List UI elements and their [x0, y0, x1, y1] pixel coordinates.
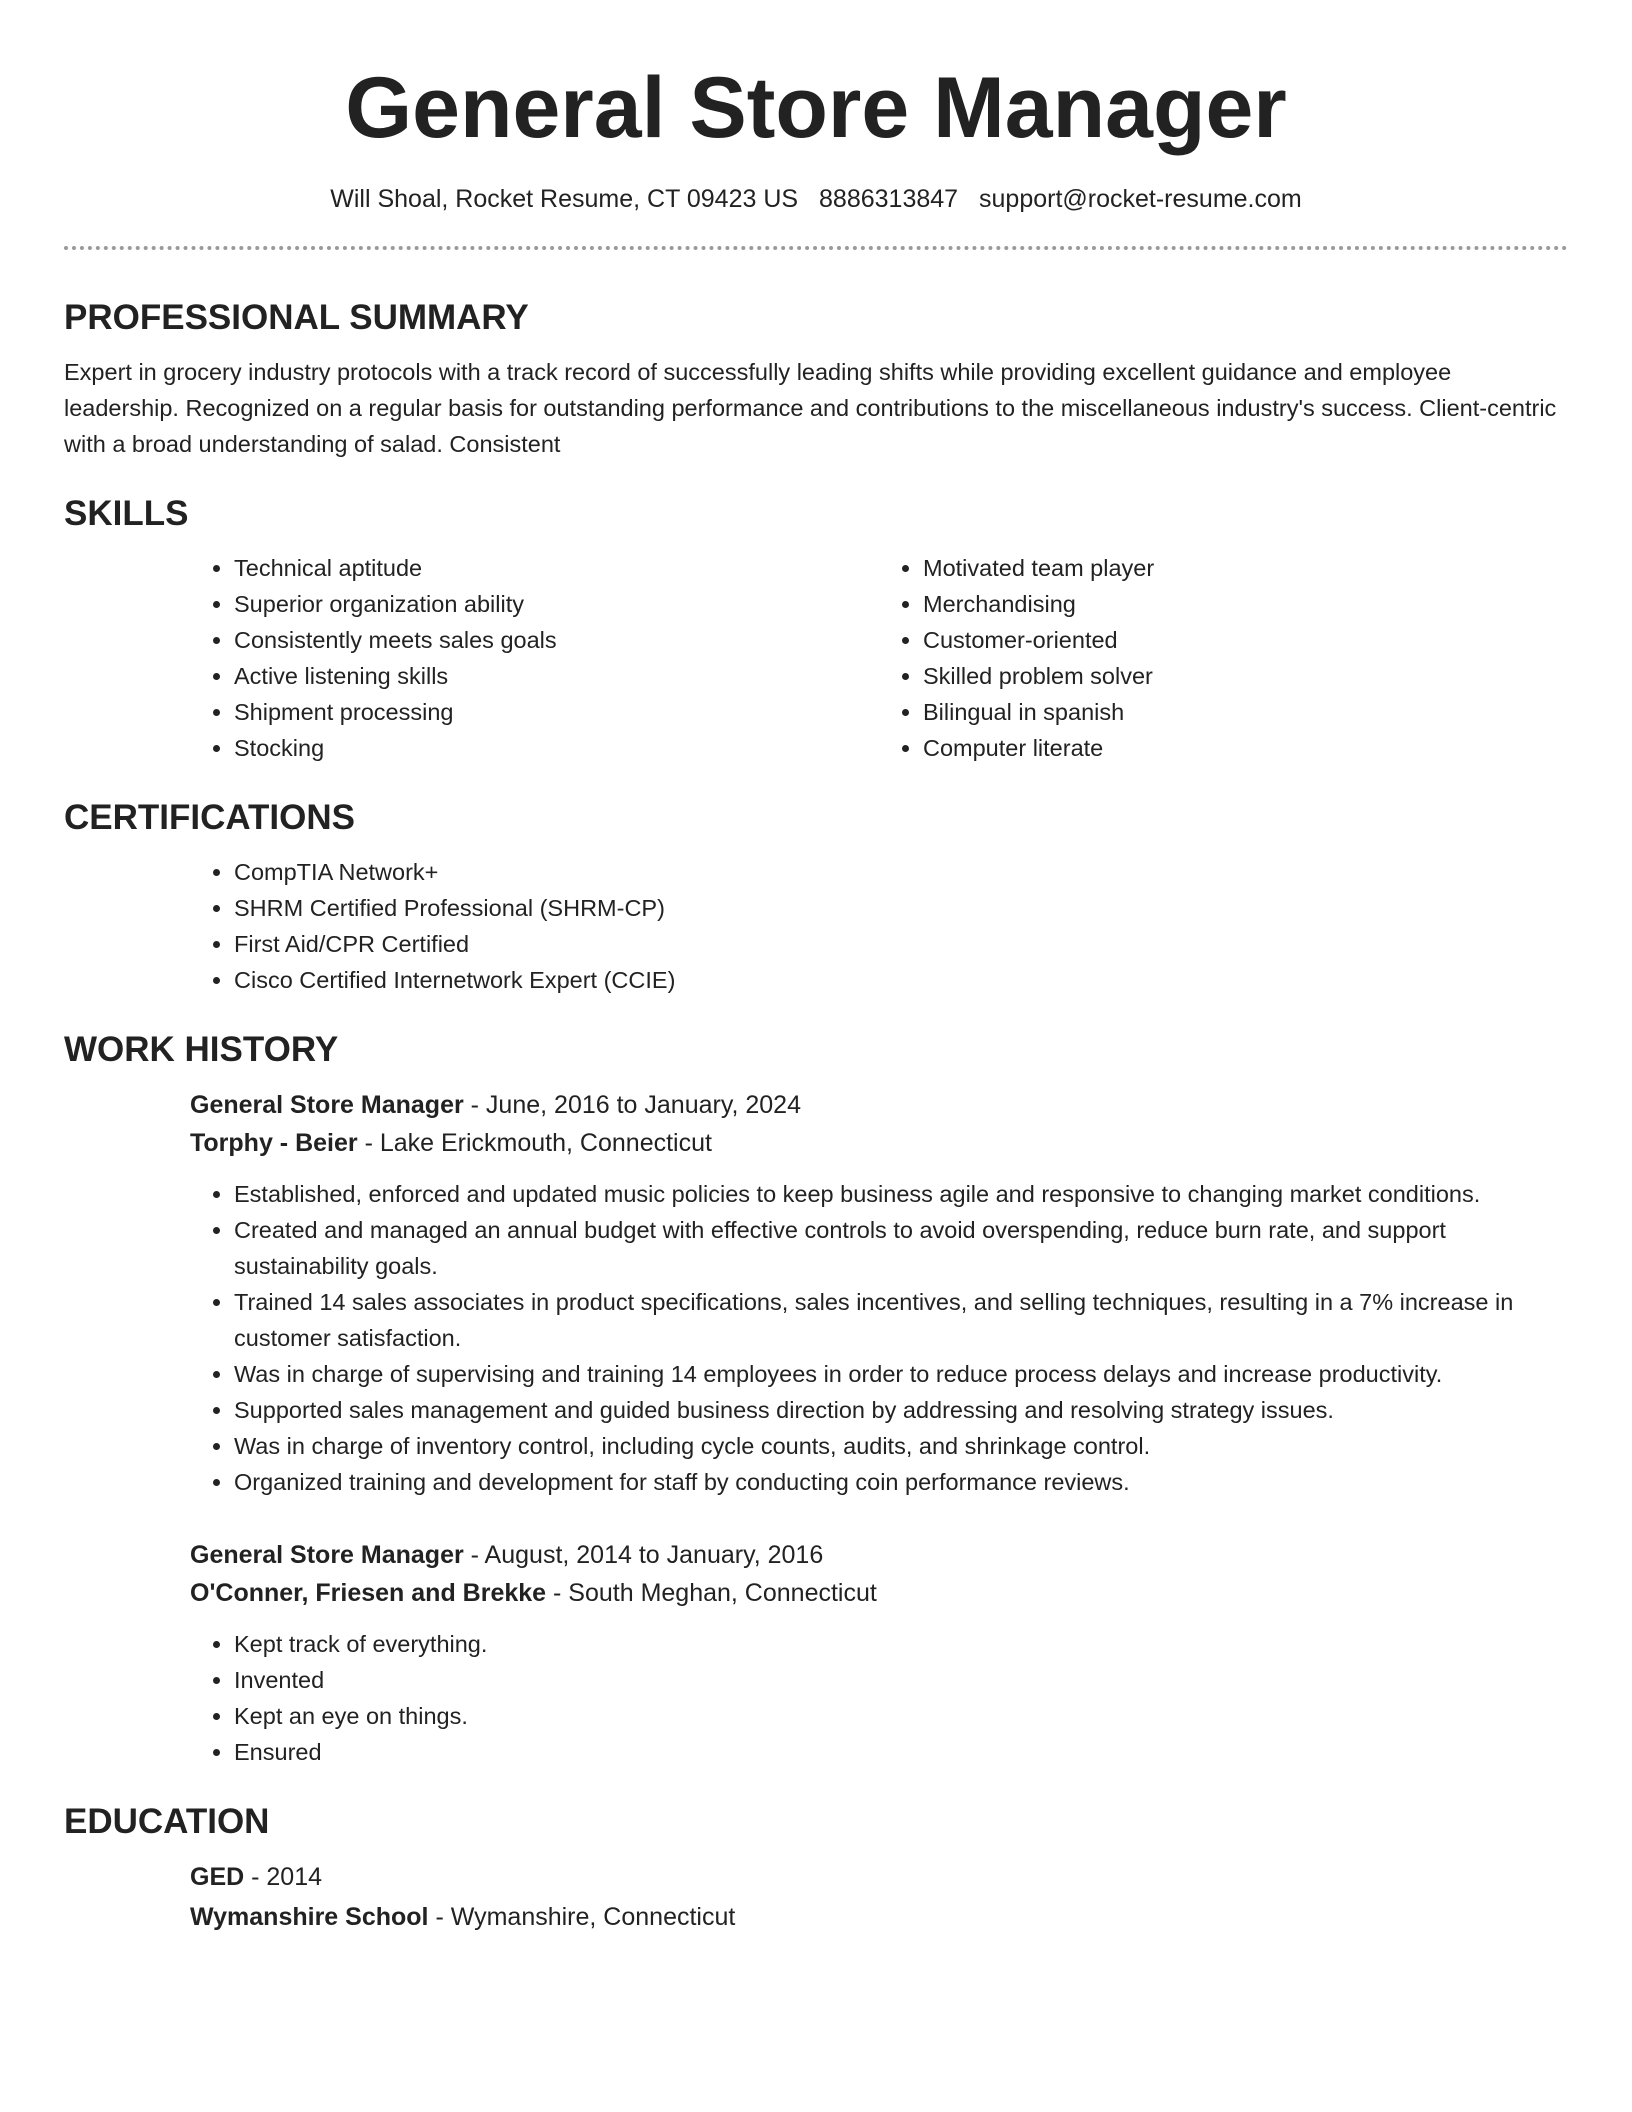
contact-address: Will Shoal, Rocket Resume, CT 09423 US — [330, 185, 799, 213]
education-degree-line — [190, 1858, 1568, 1896]
header-divider — [64, 246, 1568, 250]
list-item: • Bilingual in spanish — [923, 694, 1568, 730]
skills-columns — [190, 550, 1568, 766]
job-dates: - August, 2014 to January, 2016 — [463, 1541, 824, 1569]
work-history-heading: WORK HISTORY — [64, 1030, 339, 1069]
job-bullets — [190, 1626, 1568, 1770]
list-item: • Invented — [234, 1662, 1568, 1698]
certifications-heading: CERTIFICATIONS — [64, 798, 356, 837]
list-item: • Consistently meets sales goals — [234, 622, 879, 658]
list-item: • Technical aptitude — [234, 550, 879, 586]
certifications-list — [190, 854, 1568, 998]
list-item: • Supported sales management and guided business direction by addressing and resolving strategy issues. — [234, 1392, 1568, 1428]
contact-phone: 8886313847 — [819, 185, 959, 213]
list-item: • Established, enforced and updated music policies to keep business agile and responsive to changing market conditions. — [234, 1176, 1568, 1212]
skills-list-right — [879, 550, 1568, 766]
job-company-line — [190, 1124, 1568, 1162]
list-item: • Kept track of everything. — [234, 1626, 1568, 1662]
list-item: • Computer literate — [923, 730, 1568, 766]
job-title: General Store Manager — [190, 1091, 464, 1119]
list-item: • Active listening skills — [234, 658, 879, 694]
list-item: • CompTIA Network+ — [234, 854, 1568, 890]
summary-heading: PROFESSIONAL SUMMARY — [64, 298, 529, 337]
contact-email: support@rocket-resume.com — [979, 185, 1302, 213]
job-company: O'Conner, Friesen and Brekke — [190, 1579, 547, 1607]
education-heading: EDUCATION — [64, 1802, 270, 1841]
job-company-line — [190, 1574, 1568, 1612]
job-title-line — [190, 1536, 1568, 1574]
job-entry — [190, 1086, 1568, 1500]
list-item: • SHRM Certified Professional (SHRM-CP) — [234, 890, 1568, 926]
list-item: • Customer-oriented — [923, 622, 1568, 658]
job-title-line — [190, 1086, 1568, 1124]
job-bullets — [190, 1176, 1568, 1500]
contact-line — [64, 182, 1568, 216]
list-item: • Created and managed an annual budget with effective controls to avoid overspending, reduce burn rate, and support sustainability goals. — [234, 1212, 1568, 1284]
job-entry — [190, 1536, 1568, 1770]
list-item: • Skilled problem solver — [923, 658, 1568, 694]
skills-section — [64, 492, 1568, 766]
education-section — [64, 1800, 1568, 1936]
education-degree: GED — [190, 1863, 245, 1891]
skills-heading: SKILLS — [64, 494, 189, 533]
education-school-line — [190, 1898, 1568, 1936]
list-item: • Superior organization ability — [234, 586, 879, 622]
education-entry — [190, 1858, 1568, 1936]
list-item: • Kept an eye on things. — [234, 1698, 1568, 1734]
list-item: • Motivated team player — [923, 550, 1568, 586]
list-item: • Cisco Certified Internetwork Expert (CCIE) — [234, 962, 1568, 998]
job-title: General Store Manager — [190, 1541, 464, 1569]
list-item: • Was in charge of inventory control, including cycle counts, audits, and shrinkage control. — [234, 1428, 1568, 1464]
list-item: • First Aid/CPR Certified — [234, 926, 1568, 962]
job-dates: - June, 2016 to January, 2024 — [463, 1091, 801, 1119]
summary-section — [64, 296, 1568, 462]
resume-title: General Store Manager — [345, 60, 1287, 156]
summary-text: Expert in grocery industry protocols with a track record of successfully leading shifts while providing excellent guidance and employee leadership. Recognized on a regular basis for outstanding performance and contributions to the miscellaneous industry's success. Client-centric with a broad understanding of salad. Consistent — [64, 359, 1557, 457]
skills-list-left — [190, 550, 879, 766]
list-item: • Organized training and development for staff by conducting coin performance reviews. — [234, 1464, 1568, 1500]
list-item: • Merchandising — [923, 586, 1568, 622]
education-year: - 2014 — [244, 1863, 323, 1891]
list-item: • Trained 14 sales associates in product specifications, sales incentives, and selling techniques, resulting in a 7% increase in customer satisfaction. — [234, 1284, 1568, 1356]
job-location: - Lake Erickmouth, Connecticut — [357, 1129, 712, 1157]
education-school: Wymanshire School — [190, 1903, 429, 1931]
certifications-section — [64, 796, 1568, 998]
list-item: • Shipment processing — [234, 694, 879, 730]
work-history-section — [64, 1028, 1568, 1770]
job-company: Torphy - Beier — [190, 1129, 358, 1157]
list-item: • Ensured — [234, 1734, 1568, 1770]
job-location: - South Meghan, Connecticut — [546, 1579, 877, 1607]
education-location: - Wymanshire, Connecticut — [428, 1903, 736, 1931]
list-item: • Was in charge of supervising and training 14 employees in order to reduce process delays and increase productivity. — [234, 1356, 1568, 1392]
list-item: • Stocking — [234, 730, 879, 766]
